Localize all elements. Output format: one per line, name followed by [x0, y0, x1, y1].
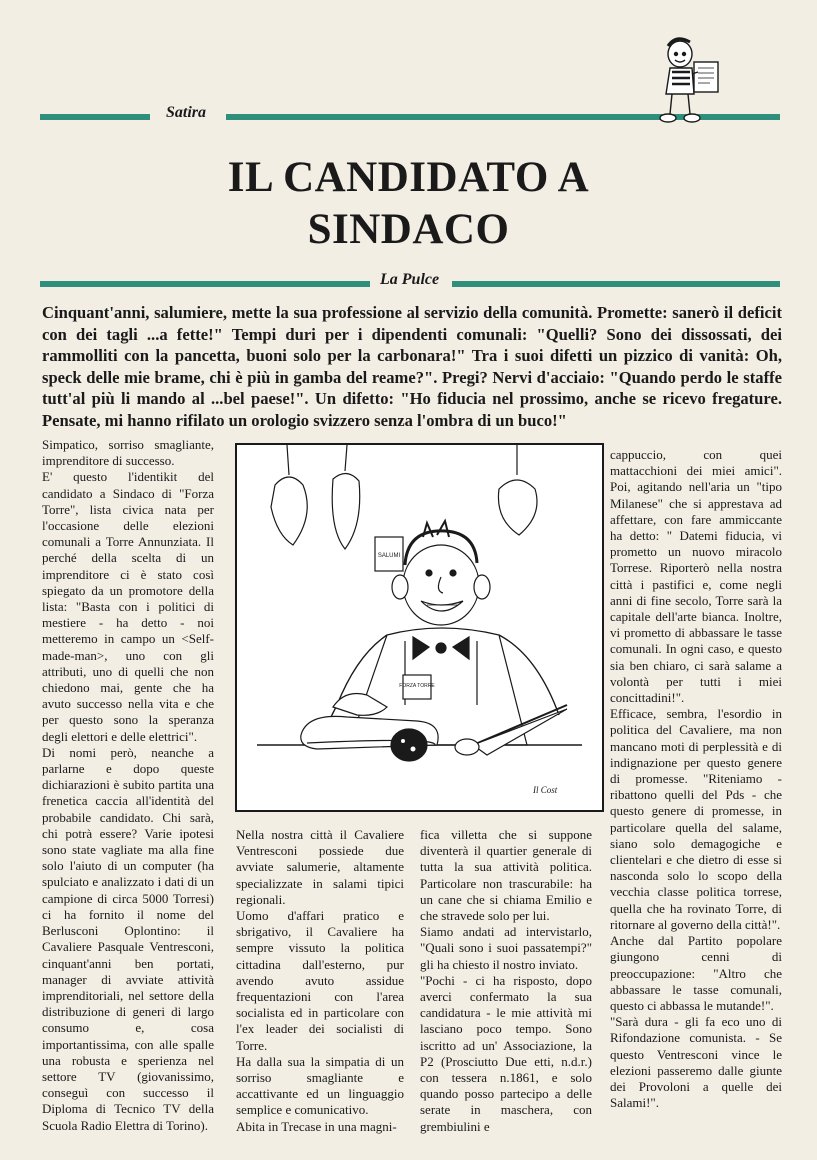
top-rule [40, 114, 150, 120]
col4-paragraph: Anche dal Partito popolare giungono cenni di preoccupazione: "Altro che abbassare le tasse comunali, questo ci abbassa le mutande!". [610, 933, 782, 1013]
mascot-illustration [654, 32, 724, 128]
col4-paragraph: Efficace, sembra, l'esordio in politica del Cavaliere, ma non mancano moti di perplessità e di indignazione per questo genere di promesse. "Riteniamo - ribattono quelli del Pds - che questo genere di promesse, in particolare quella del salame, siano solo demagogiche e clientelari e che dietro di esse si nasconda solo lo scopo della vecchia classe politica torrese, quella che ha rovinato Torre, di ritornare al governo della città!". [610, 706, 782, 932]
apron-badge-text: FORZA TORRE [399, 683, 435, 689]
column-4 [610, 447, 782, 1111]
column-2 [236, 827, 404, 1135]
shop-sign-text: SALUMI [377, 553, 401, 559]
col4-paragraph: "Sarà dura - gli fa eco uno di Rifondazione comunista. - Se questo Ventresconi vince le elezioni passeremo dalle giunte dei Provoloni a quelle dei Salami!". [610, 1014, 782, 1111]
col3-paragraph: Siamo andati ad intervistarlo, "Quali sono i suoi passatempi?" gli ha chiesto il nostro inviato. [420, 924, 592, 972]
salumiere-drawing [237, 445, 602, 810]
col1-paragraph: E' questo l'identikit del candidato a Sindaco di "Forza Torre", lista civica nata per l'occasione delle elezioni comunali a Torre Annunziata. Il perché della scelta di un imprenditore ci è stato così spiegato da un promotore della lista: "Basta con i politici di mestiere - ha detto - noi metteremo in campo un <Self-made-man>, uno con gli attributi, uno di quelli che non chiedono mai, gente che ha avuto successo nella vita e che per questo sono la speranza degli elettori e delle elettrici". [42, 469, 214, 744]
col3-paragraph: fica villetta che si suppone diventerà il quartier generale di tutta la sua attività politica. Particolare non trascurabile: ha un cane che si chiama Emilio e che stravede solo per lui. [420, 827, 592, 924]
col2-paragraph: Nella nostra città il Cavaliere Ventresconi possiede due avviate salumerie, altamente specializzate in salami tipici regionali. [236, 827, 404, 907]
byline-rule [40, 281, 370, 287]
cartoon-illustration [235, 443, 604, 812]
byline: La Pulce [374, 271, 445, 289]
col2-paragraph: Ha dalla sua la simpatia di un sorriso smagliante e accattivante ed un linguaggio semplice e comunicativo. [236, 1053, 404, 1118]
column-3 [420, 827, 592, 1135]
col2-paragraph: Uomo d'affari pratico e sbrigativo, il Cavaliere ha sempre vissuto la politica cittadina dall'esterno, pur avendo avuto assidue frequentazioni con l'area socialista ed in particolare con l'ex leader dei socialisti di Torre. [236, 908, 404, 1053]
lead-paragraph: Cinquant'anni, salumiere, mette la sua professione al servizio della comunità. Promette: sanerò il deficit con dei tagli ...a fette!" Tempi duri per i dipendenti comunali: "Quelli? Sono dei dissossati, dei rammolliti con la pancetta, buoni solo per la carbonara!" Tra i suoi difetti un pizzico di vanità: Oh, speck delle mie brame, chi è più in gamba del reame?". Pregi? Nervi d'acciaio: "Quando perdo le staffe tutt'al più li mando al ...bel paese!". Un difetto: "Ho fiducia nel prossimo, anche se ricevo fregature. Pensate, mi hanno rifilato un orologio svizzero senza l'ombra di un buco!" [42, 303, 782, 430]
column-1 [42, 437, 214, 1134]
hanging-ham [345, 445, 347, 471]
article-title: IL CANDIDATO A SINDACO [227, 154, 590, 253]
col3-paragraph: "Pochi - ci ha risposto, dopo averci confermato la sua candidatura - le mie attività mi lasciano poco tempo. Sono iscritto ad un' Associazione, la P2 (Prosciutto Due etti, n.d.r.) con tessera n.1861, e solo quando posso partecipo a delle serate in maschera, con grembiulini e [420, 972, 592, 1134]
artist-signature: Il Cost [533, 785, 558, 795]
col4-paragraph: cappuccio, con quei mattacchioni dei miei amici". Poi, agitando nell'aria un "tipo Milanese" che si apprestava ad affettare, con fare ammiccante ha detto: " Datemi fiducia, vi prometto un nuovo miracolo Torrese. Riporterò nella nostra città i pastifici e, come negli anni di fine secolo, Torre sarà la capitale dell'arte bianca. Inoltre, vi prometto di abbassare le tasse comunali. In ogni caso, e questo sia ben chiaro, ci sarà salame a volontà per tutti i miei concittadini!". [610, 447, 782, 706]
col1-paragraph: Simpatico, sorriso smagliante, imprenditore di successo. [42, 437, 214, 469]
section-label: Satira [160, 104, 212, 122]
col1-paragraph: Di nomi però, neanche a parlarne e dopo queste dichiarazioni è subito partita una frenetica caccia all'identità del probabile candidato. Chi sarà, chi potrà essere? Varie ipotesi sono state vagliate ma alla fine solo l'aiuto di un computer (ha spulciato e analizzato i dati di un campione di circa 5000 Torresi) ci ha fornito il nome del Berlusconi Oplontino: il Cavaliere Pasquale Ventresconi, cinquant'anni ben portati, manager di avviate attività imprenditoriali, nel settore della distribuzione di generi di largo consumo e, cosa importantissima, con alle spalle una robusta e sperienza nel settore TV (giovanissimo, conseguì con successo il Diploma di Tecnico TV della Scuola Radio Elettra di Torino). [42, 744, 214, 1133]
hanging-ham [287, 445, 289, 475]
col2-paragraph: Abita in Trecase in una magni- [236, 1118, 397, 1134]
byline-rule-right [452, 281, 780, 287]
